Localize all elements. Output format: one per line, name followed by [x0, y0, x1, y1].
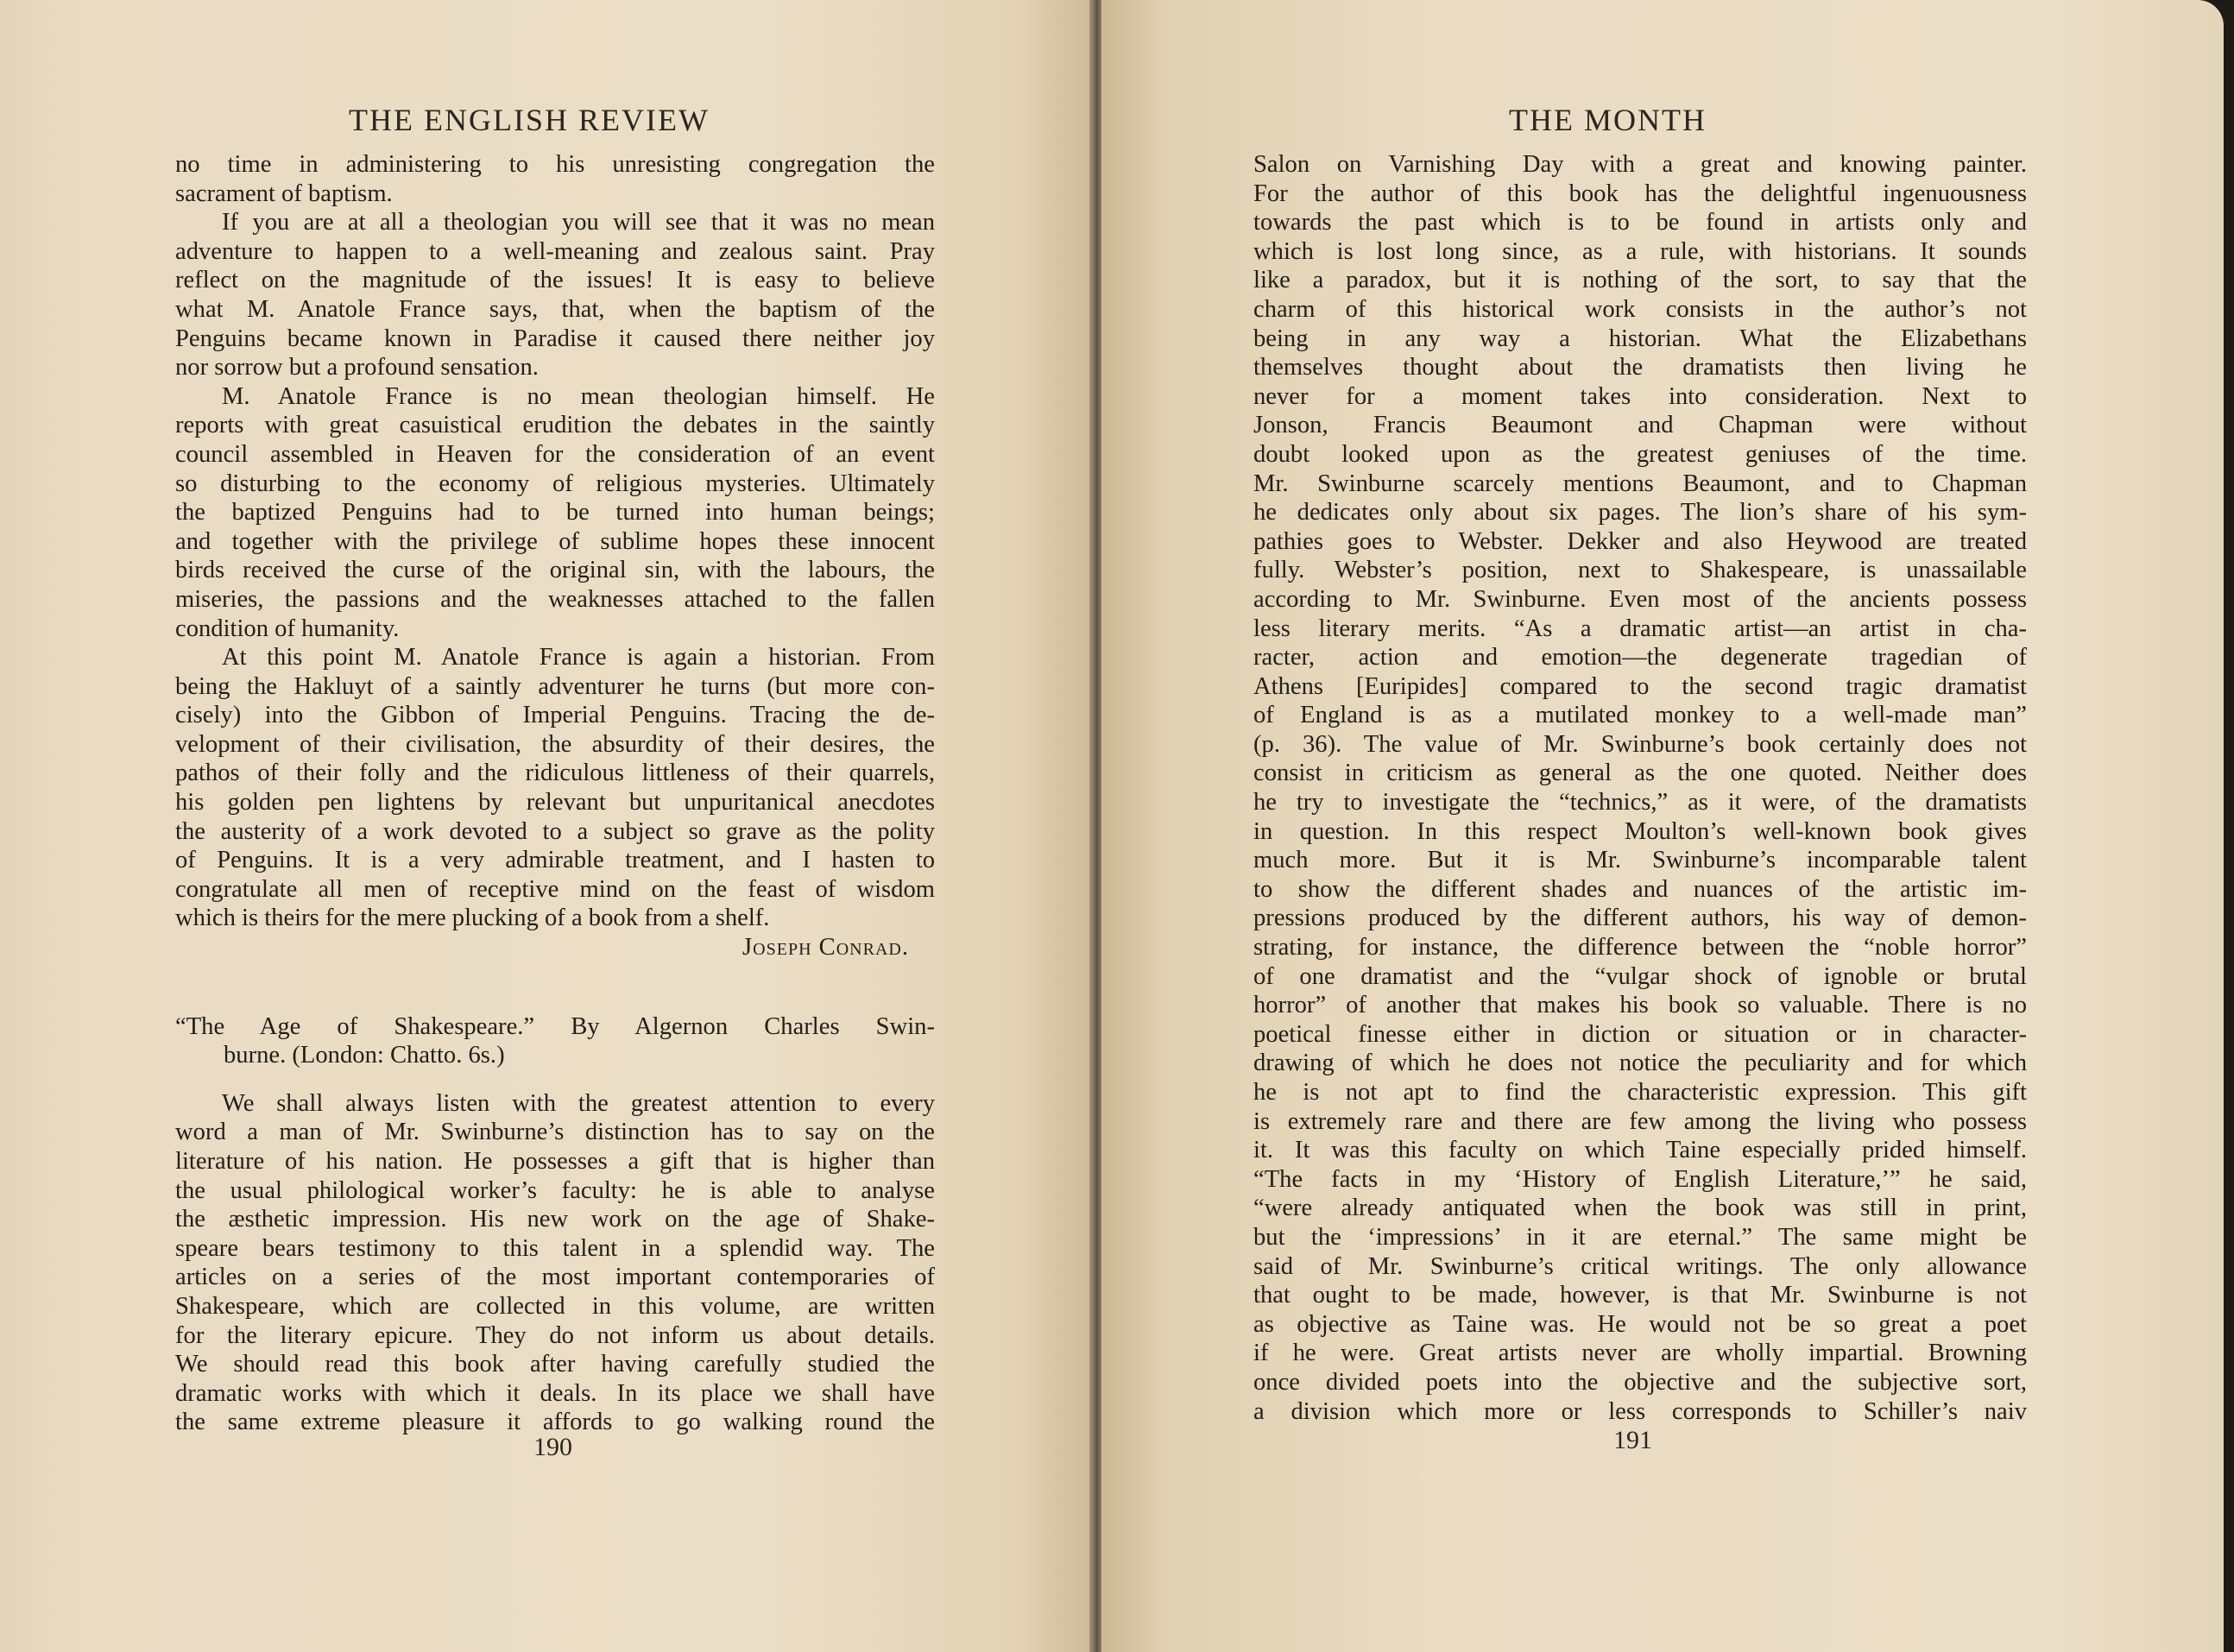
text-line: sacrament of baptism. [175, 180, 393, 207]
text-line: poetical finesse either in diction or situation or in character- [1253, 1020, 2027, 1048]
text-line: (p. 36). The value of Mr. Swinburne’s book certainly does not [1253, 730, 2027, 758]
text-line: literature of his nation. He possesses a gift that is higher than [175, 1148, 935, 1175]
text-line: Jonson, Francis Beaumont and Chapman were without [1253, 412, 2027, 439]
review-heading-line: burne. (London: Chatto. 6s.) [224, 1042, 505, 1069]
text-line: he try to investigate the “technics,” as it were, of the dramatists [1253, 789, 2027, 817]
text-line: his golden pen lightens by relevant but unpuritanical anecdotes [175, 789, 935, 817]
text-line: miseries, the passions and the weaknesses attached to the fallen [175, 585, 935, 613]
text-line: is extremely rare and there are few among the living who possess [1253, 1107, 2027, 1135]
text-line: the usual philological worker’s faculty: he is able to analyse [175, 1176, 935, 1204]
text-line: of England is as a mutilated monkey to a well-made man” [1253, 702, 2027, 729]
text-line: the austerity of a work devoted to a subject so grave as the polity [175, 817, 935, 845]
text-line: what M. Anatole France says, that, when the baptism of the [175, 295, 935, 323]
text-line: We should read this book after having carefully studied the [175, 1351, 935, 1378]
text-line: like a paradox, but it is nothing of the sort, to say that the [1253, 267, 2027, 294]
text-line: as objective as Taine was. He would not be so great a poet [1253, 1310, 2027, 1338]
text-line: doubt looked upon as the greatest geniuses of the time. [1253, 440, 2027, 468]
text-line: that ought to be made, however, is that Mr. Swinburne is not [1253, 1282, 2027, 1309]
text-line: “were already antiquated when the book was still in print, [1253, 1195, 2027, 1222]
text-line: the same extreme pleasure it affords to go walking round the [175, 1409, 935, 1436]
page-number-right: 191 [1613, 1426, 1652, 1454]
text-line: If you are at all a theologian you will see that it was no mean [222, 209, 935, 236]
text-line: council assembled in Heaven for the consideration of an event [175, 440, 935, 468]
text-line: the æsthetic impression. His new work on the age of Shake- [175, 1206, 935, 1233]
text-line: so disturbing to the economy of religious mysteries. Ultimately [175, 470, 935, 497]
text-line: the baptized Penguins had to be turned into human beings; [175, 499, 935, 526]
text-line: it. It was this faculty on which Taine especially prided himself. [1253, 1137, 2027, 1164]
text-line: to show the different shades and nuances of the artistic im- [1253, 875, 2027, 903]
text-line: condition of humanity. [175, 615, 400, 642]
text-line: pathies goes to Webster. Dekker and also Heywood are treated [1253, 527, 2027, 555]
text-line: less literary merits. “As a dramatic artist—an artist in cha- [1253, 615, 2027, 642]
text-line: in question. In this respect Moulton’s well-known book gives [1253, 817, 2027, 845]
text-line: M. Anatole France is no mean theologian himself. He [222, 382, 935, 410]
text-line: At this point M. Anatole France is again a historian. From [222, 644, 935, 672]
left-page [0, 0, 1091, 1652]
text-line: he is not apt to find the characteristic expression. This gift [1253, 1079, 2027, 1106]
text-line: adventure to happen to a well-meaning and zealous saint. Pray [175, 237, 935, 265]
text-line: if he were. Great artists never are wholly impartial. Browning [1253, 1340, 2027, 1367]
text-line: We shall always listen with the greatest attention to every [222, 1089, 935, 1117]
text-line: racter, action and emotion—the degenerate tragedian of [1253, 644, 2027, 672]
right-page [1101, 0, 2224, 1652]
text-line: Mr. Swinburne scarcely mentions Beaumont, and to Chapman [1253, 470, 2027, 497]
text-line: of Penguins. It is a very admirable treatment, and I hasten to [175, 847, 935, 874]
text-line: Salon on Varnishing Day with a great and knowing painter. [1253, 151, 2027, 178]
text-line: charm of this historical work consists in the author’s not [1253, 295, 2027, 323]
text-line: towards the past which is to be found in artists only and [1253, 209, 2027, 236]
text-line: being the Hakluyt of a saintly adventurer he turns (but more con- [175, 672, 935, 700]
text-line: nor sorrow but a profound sensation. [175, 354, 539, 381]
text-line: never for a moment takes into consideration. Next to [1253, 382, 2027, 410]
text-line: themselves thought about the dramatists then living he [1253, 354, 2027, 381]
text-line: a division which more or less corresponds to Schiller’s naiv [1253, 1397, 2027, 1425]
text-line: which is lost long since, as a rule, with historians. It sounds [1253, 237, 2027, 265]
right-page-body [1253, 150, 2027, 1426]
section-gap [175, 962, 935, 1012]
text-line: which is theirs for the mere plucking of a book from a shelf. [175, 905, 770, 932]
text-line: pressions produced by the different authors, his way of demon- [1253, 905, 2027, 932]
text-line: strating, for instance, the difference between the “noble horror” [1253, 934, 2027, 962]
left-page-body [175, 150, 935, 1437]
text-line: Athens [Euripides] compared to the second tragic dramatist [1253, 672, 2027, 700]
text-line: reports with great casuistical erudition the debates in the saintly [175, 412, 935, 439]
running-head-right: THE MONTH [1509, 103, 1707, 137]
text-line: birds received the curse of the original sin, with the labours, the [175, 557, 935, 584]
text-line: consist in criticism as general as the one quoted. Neither does [1253, 760, 2027, 787]
running-head-left: THE ENGLISH REVIEW [349, 103, 710, 137]
text-line: drawing of which he does not notice the peculiarity and for which [1253, 1050, 2027, 1077]
text-line: for the literary epicure. They do not inform us about details. [175, 1321, 935, 1349]
text-line: For the author of this book has the delightful ingenuousness [1253, 180, 2027, 207]
text-line: much more. But it is Mr. Swinburne’s incomparable talent [1253, 847, 2027, 874]
text-line: Penguins became known in Paradise it caused there neither joy [175, 325, 935, 352]
text-line: reflect on the magnitude of the issues! It is easy to believe [175, 267, 935, 294]
text-line: no time in administering to his unresisting congregation the [175, 151, 935, 178]
text-line: dramatic works with which it deals. In its place we shall have [175, 1379, 935, 1407]
text-line: articles on a series of the most important contemporaries of [175, 1264, 935, 1291]
text-line: cisely) into the Gibbon of Imperial Penguins. Tracing the de- [175, 702, 935, 729]
text-line: according to Mr. Swinburne. Even most of the ancients possess [1253, 585, 2027, 613]
text-line: once divided poets into the objective and the subjective sort, [1253, 1368, 2027, 1396]
text-line: pathos of their folly and the ridiculous littleness of their quarrels, [175, 760, 935, 787]
text-line: “The facts in my ‘History of English Literature,’” he said, [1253, 1165, 2027, 1193]
text-line: said of Mr. Swinburne’s critical writings. The only allowance [1253, 1252, 2027, 1280]
section-gap [175, 1070, 935, 1089]
text-line: speare bears testimony to this talent in a splendid way. The [175, 1234, 935, 1262]
text-line: Shakespeare, which are collected in this volume, are written [175, 1292, 935, 1320]
text-line: velopment of their civilisation, the absurdity of their desires, the [175, 730, 935, 758]
text-line: fully. Webster’s position, next to Shakespeare, is unassailable [1253, 557, 2027, 584]
text-line: horror” of another that makes his book so valuable. There is no [1253, 992, 2027, 1019]
author-signature: Joseph Conrad. [742, 934, 909, 962]
text-line: and together with the privilege of sublime hopes these innocent [175, 527, 935, 555]
text-line: but the ‘impressions’ in it are eternal.” The same might be [1253, 1223, 2027, 1251]
text-line: being in any way a historian. What the Elizabethans [1253, 325, 2027, 352]
page-number-left: 190 [533, 1433, 572, 1461]
text-line: of one dramatist and the “vulgar shock of ignoble or brutal [1253, 962, 2027, 990]
text-line: he dedicates only about six pages. The lion’s share of his sym- [1253, 499, 2027, 526]
text-line: congratulate all men of receptive mind on the feast of wisdom [175, 875, 935, 903]
text-line: word a man of Mr. Swinburne’s distinction has to say on the [175, 1119, 935, 1146]
review-heading-line: “The Age of Shakespeare.” By Algernon Charles Swin- [175, 1012, 935, 1040]
